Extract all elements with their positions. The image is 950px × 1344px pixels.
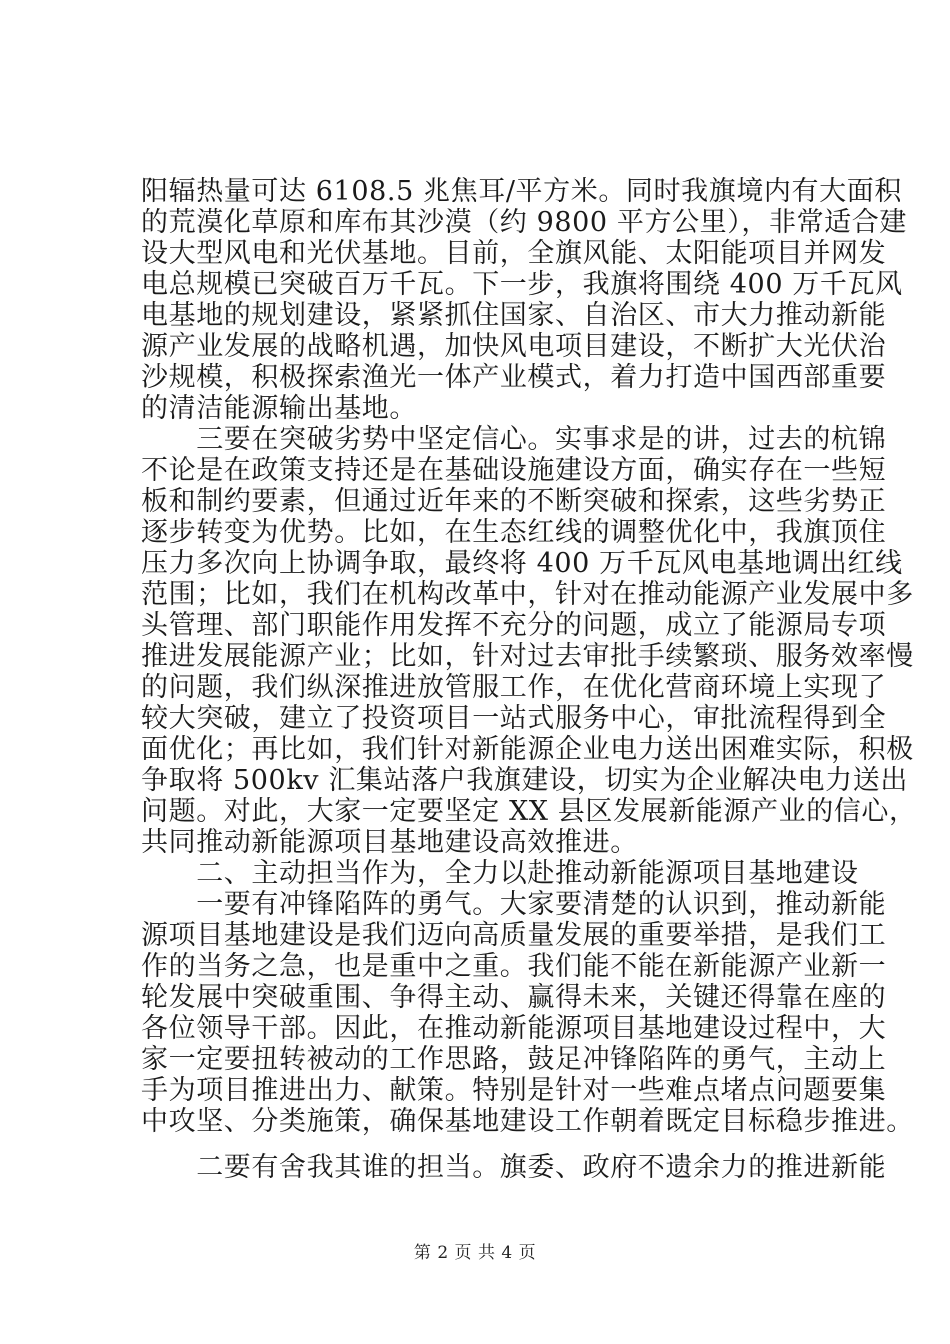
text-line: 中攻坚、分类施策，确保基地建设工作朝着既定目标稳步推进。 <box>141 1106 914 1137</box>
text-line: 源产业发展的战略机遇，加快风电项目建设，不断扩大光伏治 <box>141 331 887 362</box>
text-line: 推进发展能源产业；比如，针对过去审批手续繁琐、服务效率慢 <box>141 641 914 672</box>
text-line: 沙规模，积极探索渔光一体产业模式，着力打造中国西部重要 <box>141 362 887 393</box>
text-line: 的荒漠化草原和库布其沙漠（约 9800 平方公里），非常适合建 <box>141 207 907 238</box>
text-line: 板和制约要素，但通过近年来的不断突破和探索，这些劣势正 <box>141 486 887 517</box>
text-line: 范围；比如，我们在机构改革中，针对在推动能源产业发展中多 <box>141 579 914 610</box>
text-line: 的问题，我们纵深推进放管服工作，在优化营商环境上实现了 <box>141 672 887 703</box>
text-line: 各位领导干部。因此，在推动新能源项目基地建设过程中，大 <box>141 1013 887 1044</box>
text-line: 压力多次向上协调争取，最终将 400 万千瓦风电基地调出红线 <box>141 548 903 579</box>
section-heading: 二、主动担当作为，全力以赴推动新能源项目基地建设 <box>141 858 859 889</box>
text-line: 源项目基地建设是我们迈向高质量发展的重要举措，是我们工 <box>141 920 887 951</box>
text-line: 逐步转变为优势。比如，在生态红线的调整优化中，我旗顶住 <box>141 517 887 548</box>
text-line: 电基地的规划建设，紧紧抓住国家、自治区、市大力推动新能 <box>141 300 887 331</box>
text-line: 手为项目推进出力、献策。特别是针对一些难点堵点问题要集 <box>141 1075 887 1106</box>
text-line: 争取将 500kv 汇集站落户我旗建设，切实为企业解决电力送出 <box>141 765 908 796</box>
text-line: 电总规模已突破百万千瓦。下一步，我旗将围绕 400 万千瓦风 <box>141 269 903 300</box>
text-line: 三要在突破劣势中坚定信心。实事求是的讲，过去的杭锦 <box>141 424 887 455</box>
text-line: 较大突破，建立了投资项目一站式服务中心，审批流程得到全 <box>141 703 887 734</box>
text-line: 不论是在政策支持还是在基础设施建设方面，确实存在一些短 <box>141 455 887 486</box>
page-footer: 第 2 页 共 4 页 <box>413 1243 537 1263</box>
text-line: 面优化；再比如，我们针对新能源企业电力送出困难实际，积极 <box>141 734 914 765</box>
text-line: 作的当务之急，也是重中之重。我们能不能在新能源产业新一 <box>141 951 887 982</box>
text-line: 一要有冲锋陷阵的勇气。大家要清楚的认识到，推动新能 <box>141 889 887 920</box>
text-line: 阳辐热量可达 6108.5 兆焦耳/平方米。同时我旗境内有大面积 <box>141 176 902 207</box>
text-line: 设大型风电和光伏基地。目前，全旗风能、太阳能项目并网发 <box>141 238 887 269</box>
text-line: 问题。对此，大家一定要坚定 XX 县区发展新能源产业的信心， <box>141 796 917 827</box>
text-line: 轮发展中突破重围、争得主动、赢得未来，关键还得靠在座的 <box>141 982 887 1013</box>
text-line: 二要有舍我其谁的担当。旗委、政府不遗余力的推进新能 <box>141 1152 887 1183</box>
text-line: 家一定要扭转被动的工作思路，鼓足冲锋陷阵的勇气，主动上 <box>141 1044 887 1075</box>
text-line: 共同推动新能源项目基地建设高效推进。 <box>141 827 638 858</box>
text-line: 的清洁能源输出基地。 <box>141 393 417 424</box>
text-line: 头管理、部门职能作用发挥不充分的问题，成立了能源局专项 <box>141 610 887 641</box>
